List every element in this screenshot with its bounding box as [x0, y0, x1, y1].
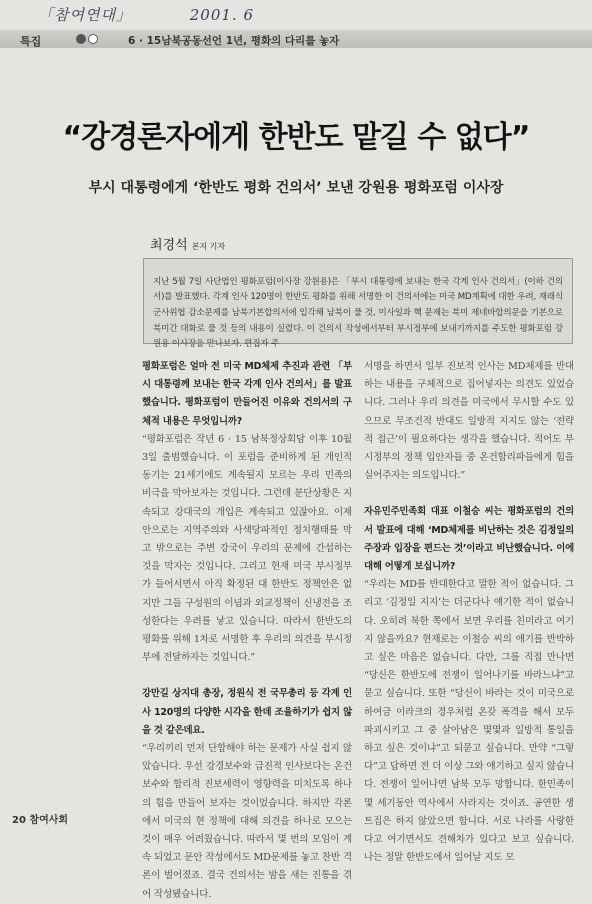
intro-text: 지난 5월 7일 사단법인 평화포럼(이사장 강원용)은 「부시 대통령에 보내는 한국 각계 인사 건의서」(이하 건의서)를 발표했다. 각계 인사 120명이 한반도 평화를 위해 서명한 이 건의서에는 미국 MD계획에 대한 우려, 재래식 군사위협 감소문제를 남북기본합의서에 입각해 남북이 풀 것, 미사일과 핵 문제는 북미 제네바합의문을 기본으로 북미간 대화로 풀 것 등의 내용이 실렸다. 이 건의서 작성에서부터 부시정부에 보내기까지를 주도한 평화포럼 강원용 이사장을 만나보자. 편집자 주	[153, 276, 563, 350]
bullet-dark-icon	[76, 34, 86, 44]
article-subtitle: 부시 대통령에게 ‘한반도 평화 건의서’ 보낸 강원용 평화포럼 이사장	[88, 180, 504, 196]
author-role: 본지 기자	[191, 242, 226, 251]
interview-question: 자유민주민족회 대표 이철승 씨는 평화포럼의 건의서 발표에 대해 ‘MD체제를 비난하는 것은 김정일의 주장과 입장을 편드는 것’이라고 비난했습니다. 이에 대해 어떻게 보십니까?	[364, 506, 574, 573]
right-column	[364, 358, 574, 867]
interview-answer: “평화포럼은 작년 6 · 15 남북정상회담 이후 10월 3일 출범했습니다. 이 포럼을 준비하게 된 개인적 동기는 21세기에도 계속될지 모르는 우리 민족의 비극을 막아보자는 것입니다. 그런데 분단상황은 지속되고 강대국의 개입은 계속되고 있잖아요. 이제 안으로는 지역주의와 사색당파적인 정치행태를 막고 밖으로는 주변 강국이 우리의 문제에 간섭하는 것을 막자는 것입니다. 그리고 현재 미국 부시정부가 들어서면서 아직 확정된 대 한반도 정책안은 없지만 그들 구성원의 이념과 외교정책이 신냉전을 조성한다는 우려를 낳고 있습니다. 따라서 한반도의 평화를 위해 1차로 서명한 후 우리의 의견을 부시정부에 전달하자는 것입니다.”	[142, 433, 352, 664]
bullet-light-icon	[88, 34, 98, 44]
interview-answer: “우리끼리 먼저 단합해야 하는 문제가 사실 쉽지 않았습니다. 우선 강경보수와 급진적 인사보다는 온건보수와 합리적 진보세력이 영향력을 미치도록 하나의 힘을 만들어 보자는 것이었습니다. 하지만 각론에서 미국의 현 정책에 대해 의견을 하나로 모으는 것이 매우 어려웠습니다. 따라서 몇 번의 모임이 계속 되었고 문안 작성에서도 MD문제를 놓고 찬반 격론이 벌어졌죠. 결국 건의서는 밤을 새는 진통을 겪어 작성됐습니다.	[142, 743, 352, 900]
footer-magazine: 참여사회	[29, 815, 69, 826]
interview-answer: 서명을 하면서 일부 진보적 인사는 MD체제를 반대하는 내용을 구체적으로 집어넣자는 의견도 있었습니다. 그러나 우리 의견을 미국에서 무시할 수도 있으므로 무조건적 반대도 일방적 지지도 않는 ‘전략적 접근’이 필요하다는 생각을 했습니다. 적어도 부시정부의 정책 입안자들 중 온건합리파들에게 힘을 실어주자는 의도입니다.”	[364, 361, 574, 482]
handwritten-note	[38, 4, 254, 25]
interview-question: 평화포럼은 얼마 전 미국 MD체제 추진과 관련 「부시 대통령께 보내는 한국 각계 인사 건의서」를 발표했습니다. 평화포럼이 만들어진 이유와 건의서의 구체적 내용은 무엇입니까?	[142, 361, 352, 427]
handwritten-date: 2001. 6	[189, 6, 255, 24]
article-title: “강경론자에게 한반도 맡길 수 없다”	[62, 120, 530, 155]
paragraph-gap	[364, 485, 574, 503]
section-label: 특집	[20, 35, 42, 48]
byline	[150, 234, 225, 253]
section-subtitle: 6 · 15남북공동선언 1년, 평화의 다리를 놓자	[128, 35, 340, 47]
interview-question: 강만길 상지대 총장, 정원식 전 국무총리 등 각계 인사 120명의 다양한 시각을 한데 조율하기가 쉽지 않을 것 같은데요.	[142, 688, 352, 736]
page-number: 20	[12, 815, 26, 826]
interview-answer: “우리는 MD를 반대한다고 말한 적이 없습니다. 그리고 ‘김정일 지지’는 더군다나 얘기한 적이 없습니다. 오히려 북한 쪽에서 보면 우리를 친미라고 여기지 않을까요? 현재로는 이철승 씨의 얘기를 반박하고 싶은 마음은 없습니다. 다만, 그를 직접 만나면 “당신은 한반도에 전쟁이 일어나기를 바라느냐”고 묻고 싶습니다. 또한 “당신이 바라는 것이 미국으로 하여금 이라크의 경우처럼 온갖 폭격을 해서 모두 파괴시키고 그 중 살아남은 몇몇과 일방적 통일을 하고 싶은 것이냐”고 되묻고 싶습니다. 만약 “그렇다”고 답하면 전 더 이상 그와 얘기하고 싶지 않습니다. 전쟁이 일어나면 남북 모두 망합니다. 한민족이 몇 세기동안 역사에서 사라지는 것이죠. 공연한 생트집은 하지 않았으면 합니다. 서로 나라를 사랑한다고 여기면서도 견해차가 있다고 보고 싶습니다. 나는 정말 한반도에서 일어날 지도 모	[364, 579, 574, 864]
page-footer	[12, 811, 68, 826]
author-name: 최경석	[150, 238, 188, 253]
paragraph-gap	[142, 667, 352, 685]
left-column	[142, 358, 352, 904]
handwritten-magazine: 「참여연대」	[38, 6, 132, 24]
